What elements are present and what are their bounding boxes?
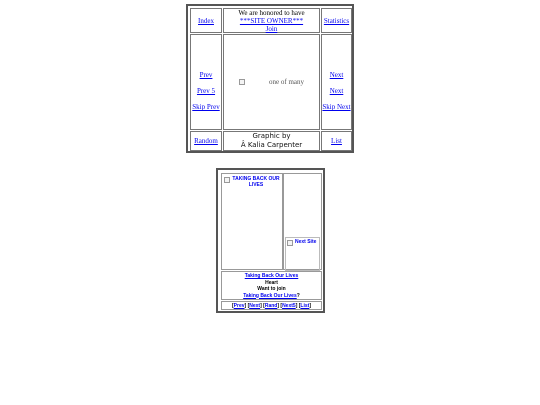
join-link[interactable]: Join: [265, 24, 278, 33]
next-site-alt: Next Site: [295, 239, 317, 245]
credit-line-1: Graphic by: [252, 132, 291, 140]
ring-info-cell: [221, 271, 322, 300]
next-site-image[interactable]: [285, 237, 320, 271]
site-name: Heart: [265, 279, 278, 286]
next-nav-cell: [321, 34, 352, 130]
statistics-cell: [321, 8, 352, 33]
ring-banner-alt: TAKING BACK OUR LIVES: [232, 176, 280, 188]
random-cell: [190, 131, 222, 151]
index-link[interactable]: Index: [198, 16, 214, 25]
prev-nav-cell: [190, 34, 222, 130]
site-owner-link[interactable]: ***SITE OWNER***: [239, 16, 304, 25]
broken-image-icon: [239, 79, 245, 85]
list-link[interactable]: List: [331, 137, 342, 145]
next-link[interactable]: Next: [329, 71, 344, 79]
ring-image-cell: [223, 34, 320, 130]
graphic-credit-cell: [223, 131, 320, 151]
credit-line-2: Â Kalia Carpenter: [240, 141, 303, 149]
nav-next-link[interactable]: Next: [249, 303, 261, 309]
broken-image-icon: [224, 177, 230, 183]
prev5-link[interactable]: Prev 5: [196, 87, 216, 95]
ring-nav-cell: [Prev] [Next] [Rand] [Next5] [List]: [221, 301, 322, 310]
statistics-link[interactable]: Statistics: [323, 16, 350, 25]
ring-banner-cell: [221, 173, 283, 270]
nav-rand-link[interactable]: Rand: [264, 303, 278, 309]
random-link[interactable]: Random: [194, 137, 218, 145]
webring-table-bottom: [216, 168, 325, 313]
ring-banner-image[interactable]: [222, 174, 282, 190]
next5-link[interactable]: Next: [329, 87, 344, 95]
index-cell: [190, 8, 222, 33]
skip-next-link[interactable]: Skip Next: [322, 103, 351, 111]
broken-image-icon: [287, 240, 293, 246]
owner-cell: [223, 8, 320, 33]
want-join-text: Want to join: [257, 286, 286, 292]
owner-intro-text: We are honored to have: [238, 8, 305, 17]
ring-name-link[interactable]: Taking Back Our Lives: [244, 273, 299, 279]
nav-prev-link[interactable]: Prev: [233, 303, 245, 309]
skip-prev-link[interactable]: Skip Prev: [192, 103, 220, 111]
list-cell: [321, 131, 352, 151]
nav-list-link[interactable]: List: [300, 303, 310, 309]
prev-link[interactable]: Prev: [199, 71, 213, 79]
nav-next5-link[interactable]: Next5: [282, 303, 296, 309]
next-site-cell: [283, 173, 322, 270]
webring-table-top: [186, 4, 354, 153]
ring-image[interactable]: [238, 77, 305, 87]
join-ring-link[interactable]: Taking Back Our Lives: [243, 292, 297, 299]
join-question-mark: ?: [296, 292, 300, 299]
ring-image-alt: one of many: [269, 78, 304, 86]
